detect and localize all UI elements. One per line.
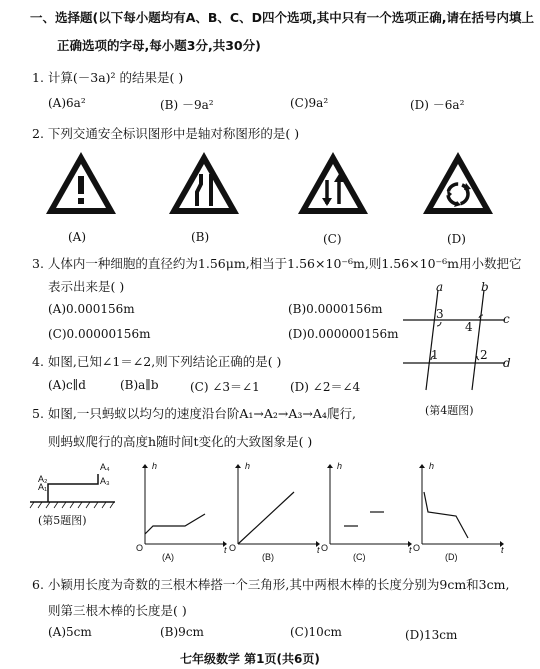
q3-option-a: (A)0.000156m [48,302,135,316]
q3-option-d: (D)0.000000156m [288,327,399,341]
q1-option-d: (D) －6a² [410,98,465,112]
q2-stem: 2. 下列交通安全标识图形中是轴对称图形的是( ) [32,126,300,141]
q4-angle-3: 3 [436,307,444,321]
q6-option-d: (D)13cm [405,628,458,642]
warning-sign-c-icon [296,150,370,216]
q1-option-b: (B) －9a² [160,98,214,112]
stair-label-a3: A₃ [100,476,110,486]
q4-caption: (第4题图) [425,404,474,417]
graph-b-origin: O [229,543,237,553]
q3-stem-line1: 3. 人体内一种细胞的直径约为1.56μm,相当于1.56×10⁻⁶m,则1.56×10⁻⁶m用小数把它 [32,256,522,271]
graph-c-axis-t: t [409,545,412,555]
stair-label-a1: A₁ [38,482,48,492]
graph-c-axis-h: h [337,461,343,471]
sign-label-c: (C) [323,232,342,246]
q6-option-b: (B)9cm [160,625,204,639]
sign-label-b: (B) [191,230,210,244]
q5-stem-line1: 5. 如图,一只蚂蚁以均匀的速度沿台阶A₁→A₂→A₃→A₄爬行, [32,406,356,421]
graph-a-axis-h: h [152,461,158,471]
q4-stem: 4. 如图,已知∠1＝∠2,则下列结论正确的是( ) [32,354,282,369]
graph-a-axis-t: t [224,545,227,555]
graph-c-origin: O [321,543,329,553]
warning-sign-b-icon [167,150,241,216]
page-footer: 七年级数学 第1页(共6页) [180,652,320,666]
q4-figure [395,280,525,390]
q3-stem-line2: 表示出来是( ) [48,279,125,294]
q4-option-a: (A)c∥d [48,378,86,392]
graph-d-axis-h: h [429,461,435,471]
graph-label-c: (C) [353,552,366,562]
q4-label-c: c [503,312,510,326]
stair-label-a2: A₂ [38,474,48,484]
q4-label-d: d [503,356,511,370]
q4-option-b: (B)a∥b [120,378,159,392]
warning-sign-d-icon [421,150,495,216]
section-title-line2: 正确选项的字母,每小题3分,共30分) [57,38,261,53]
section-title-line1: 一、选择题(以下每小题均有A、B、C、D四个选项,其中只有一个选项正确,请在括号内填上 [30,10,534,25]
q1-stem: 1. 计算(－3a)² 的结果是( ) [32,70,184,85]
q5-graph-d [412,462,502,552]
graph-label-b: (B) [262,552,274,562]
q5-caption: (第5题图) [38,514,87,527]
q4-label-a: a [436,280,444,294]
q6-option-a: (A)5cm [48,625,92,639]
graph-label-d: (D) [445,552,458,562]
q1-option-c: (C)9a² [290,96,329,110]
sign-label-a: (A) [68,230,87,244]
q3-option-c: (C)0.00000156m [48,327,151,341]
warning-sign-a-icon [44,150,118,216]
q4-option-d: (D) ∠2＝∠4 [290,380,361,394]
graph-d-axis-t: t [501,545,504,555]
q4-option-c: (C) ∠3＝∠1 [190,380,260,394]
q4-angle-2: 2 [480,348,488,362]
stair-label-a4: A₄ [100,462,110,472]
q4-angle-4: 4 [465,320,473,334]
graph-b-axis-h: h [245,461,251,471]
q6-stem-line1: 6. 小颖用长度为奇数的三根木棒搭一个三角形,其中两根木棒的长度分别为9cm和3cm, [32,577,510,592]
sign-label-d: (D) [447,232,466,246]
graph-d-origin: O [413,543,421,553]
q6-option-c: (C)10cm [290,625,342,639]
q5-graph-b [228,462,318,552]
graph-label-a: (A) [162,552,174,562]
q6-stem-line2: 则第三根木棒的长度是( ) [48,603,187,618]
q1-option-a: (A)6a² [48,96,86,110]
q5-stem-line2: 则蚂蚁爬行的高度h随时间t变化的大致图象是( ) [48,434,313,449]
q4-label-b: b [481,280,489,294]
q4-angle-1: 1 [431,348,439,362]
q5-graph-c [320,462,410,552]
graph-a-origin: O [136,543,144,553]
q3-option-b: (B)0.0000156m [288,302,383,316]
graph-b-axis-t: t [317,545,320,555]
q5-graph-a [135,462,225,552]
